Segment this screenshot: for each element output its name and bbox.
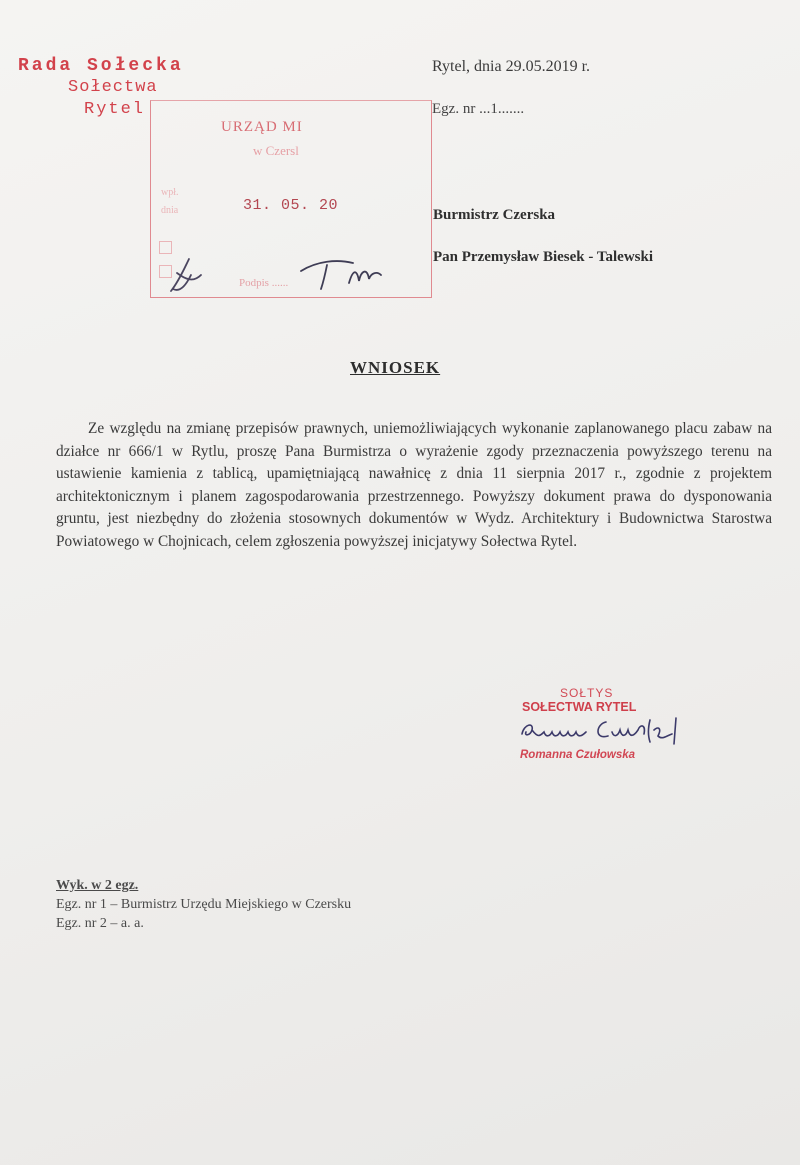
stamp-scribble-icon bbox=[165, 253, 215, 297]
received-label: wpł. bbox=[161, 187, 179, 198]
day-label: dnia bbox=[161, 205, 179, 216]
copy-recipient-2: Egz. nr 2 – a. a. bbox=[56, 916, 144, 931]
document-title: WNIOSEK bbox=[350, 358, 441, 377]
place-and-date: Rytel, dnia 29.05.2019 r. bbox=[432, 58, 591, 75]
received-date: 31. 05. 20 bbox=[243, 197, 339, 214]
soltys-stamp-line1: SOŁTYS bbox=[560, 686, 614, 700]
body-paragraph: Ze względu na zmianę przepisów prawnych, uniemożliwiających wykonanie zaplanowanego placu zabaw na działce nr 666/1 w Rytlu, proszę Pana Burmistrza o wyrażenie zgody przeznaczenia powyższego terenu na ustawienie kamienia z tablicą, upamiętniającą nawałnicę z dnia 11 sierpnia 2017 r., zgodnie z projektem architektonicznym i planem zagospodarowania przestrzennego. Powyższy dokument prawa do dysponowania gruntu, jest niezbędny do złożenia stosownych dokumentów w Wydz. Architektury i Budownictwa Starostwa Powiatowego w Chojnicach, celem zgłoszenia powyższej inicjatywy Sołectwa Rytel. bbox=[56, 420, 772, 550]
copy-number: Egz. nr ...1....... bbox=[432, 101, 525, 117]
signature-label: Podpis ...... bbox=[239, 277, 289, 289]
received-stamp-town: w Czersl bbox=[253, 143, 299, 158]
copy-recipient-1: Egz. nr 1 – Burmistrz Urzędu Miejskiego w Czersku bbox=[56, 897, 352, 912]
soltys-stamp-line2: SOŁECTWA RYTEL bbox=[522, 700, 637, 714]
copies-title: Wyk. w 2 egz. bbox=[56, 878, 139, 893]
handwritten-signature-icon bbox=[516, 714, 696, 746]
received-stamp bbox=[150, 100, 432, 298]
council-stamp-line1: Rada Sołecka bbox=[18, 56, 184, 76]
council-stamp-line2: Sołectwa bbox=[68, 78, 158, 97]
document-body bbox=[56, 418, 772, 554]
soltys-printed-name: Romanna Czułowska bbox=[520, 749, 636, 761]
addressee-name: Pan Przemysław Biesek - Talewski bbox=[433, 249, 653, 265]
document-footer bbox=[56, 876, 351, 933]
council-stamp-line3: Rytel bbox=[84, 100, 146, 119]
stamp-signature-icon bbox=[297, 253, 387, 293]
addressee-office: Burmistrz Czerska bbox=[433, 207, 556, 223]
received-stamp-office: URZĄD MI bbox=[221, 119, 303, 135]
